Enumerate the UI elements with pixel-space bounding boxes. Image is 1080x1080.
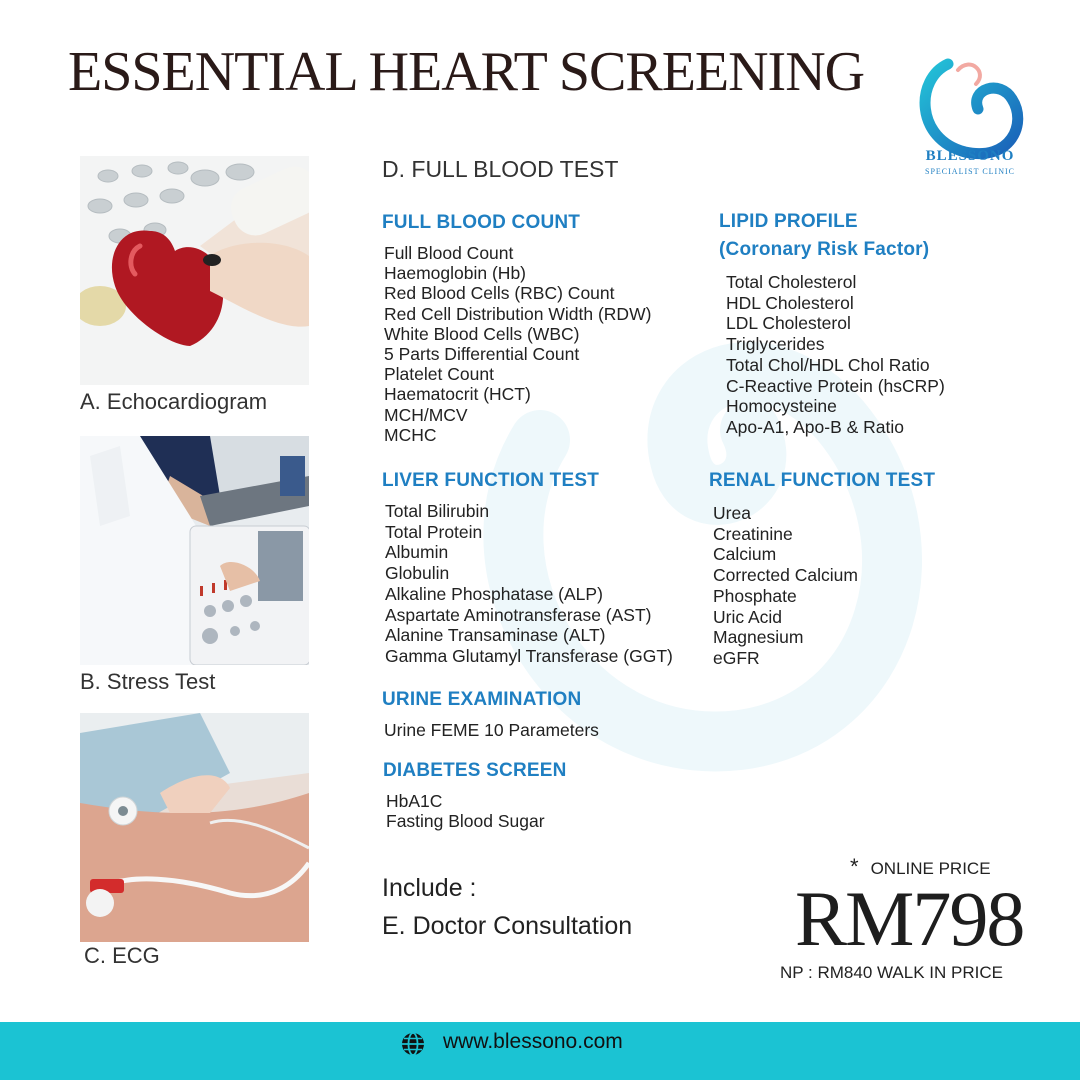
test-label-stress-test: B. Stress Test (80, 669, 216, 694)
list-item: HDL Cholesterol (726, 292, 854, 313)
list-item: Creatinine (713, 523, 793, 544)
list-item: HbA1C (386, 791, 443, 811)
list-item: Red Cell Distribution Width (RDW) (384, 303, 652, 324)
list-item: Platelet Count (384, 364, 494, 385)
include-item: E. Doctor Consultation (382, 912, 633, 940)
list-item: eGFR (713, 647, 760, 668)
logo-subtitle: SPECIALIST CLINIC (925, 167, 1015, 176)
list-item: Total Chol/HDL Chol Ratio (726, 354, 930, 375)
globe-icon (400, 1031, 426, 1057)
list-item: MCH/MCV (384, 404, 468, 425)
list-item: Alanine Transaminase (ALT) (385, 625, 606, 646)
website-link[interactable]: www.blessono.com (443, 1030, 623, 1053)
list-item: Total Protein (385, 521, 483, 542)
list-item: Haematocrit (HCT) (384, 384, 531, 405)
urine-examination-list (384, 720, 599, 740)
test-label-ecg: C. ECG (84, 943, 160, 968)
list-item: Total Cholesterol (726, 272, 857, 292)
liver-function-heading: LIVER FUNCTION TEST (382, 470, 600, 491)
list-item: Homocysteine (726, 396, 837, 417)
price: RM798 (795, 875, 1024, 962)
list-item: Urea (713, 503, 751, 523)
list-item: Globulin (385, 563, 450, 584)
list-item: Gamma Glutamyl Transferase (GGT) (385, 645, 673, 666)
diabetes-screen-heading: DIABETES SCREEN (383, 760, 567, 781)
list-item: Triglycerides (726, 334, 825, 355)
list-item: Total Bilirubin (385, 501, 490, 521)
list-item: Calcium (713, 544, 777, 565)
list-item: Apo-A1, Apo-B & Ratio (726, 416, 905, 437)
list-item: Red Blood Cells (RBC) Count (384, 283, 615, 304)
lipid-profile-subheading: (Coronary Risk Factor) (719, 239, 930, 260)
list-item: White Blood Cells (WBC) (384, 323, 580, 344)
urine-examination-heading: URINE EXAMINATION (382, 689, 582, 710)
list-item: Urine FEME 10 Parameters (384, 720, 599, 740)
renal-function-heading: RENAL FUNCTION TEST (709, 470, 936, 491)
asterisk-icon: * (850, 854, 859, 879)
list-item: Albumin (385, 542, 449, 563)
list-item: Full Blood Count (384, 243, 514, 263)
list-item: Aspartate Aminotransferase (AST) (385, 604, 652, 625)
include-label: Include : (382, 874, 477, 902)
normal-price: NP : RM840 WALK IN PRICE (780, 963, 1003, 982)
stress-test-photo (80, 436, 309, 665)
list-item: Alkaline Phosphatase (ALP) (385, 583, 603, 604)
page-title: ESSENTIAL HEART SCREENING (68, 41, 865, 103)
list-item: MCHC (384, 424, 437, 445)
full-blood-count-list (384, 243, 651, 445)
liver-function-list (385, 501, 673, 667)
lipid-profile-list (726, 272, 945, 438)
list-item: Uric Acid (713, 606, 783, 627)
lipid-profile-heading: LIPID PROFILE (719, 211, 858, 232)
full-blood-count-heading: FULL BLOOD COUNT (382, 212, 581, 233)
ecg-photo (80, 713, 309, 942)
list-item: 5 Parts Differential Count (384, 344, 580, 365)
echocardiogram-photo (80, 156, 309, 385)
renal-function-list (713, 503, 858, 669)
test-label-echocardiogram: A. Echocardiogram (80, 389, 268, 414)
full-blood-test-title: D. FULL BLOOD TEST (382, 156, 619, 182)
list-item: C-Reactive Protein (hsCRP) (726, 375, 945, 396)
list-item: Magnesium (713, 627, 804, 648)
list-item: Fasting Blood Sugar (386, 811, 545, 832)
list-item: Phosphate (713, 585, 797, 606)
list-item: LDL Cholesterol (726, 313, 851, 334)
diabetes-screen-list (386, 791, 545, 831)
logo-name: BLESSONO (925, 148, 1015, 164)
online-price-label: ONLINE PRICE (870, 859, 991, 878)
list-item: Haemoglobin (Hb) (384, 263, 527, 284)
list-item: Corrected Calcium (713, 565, 858, 586)
